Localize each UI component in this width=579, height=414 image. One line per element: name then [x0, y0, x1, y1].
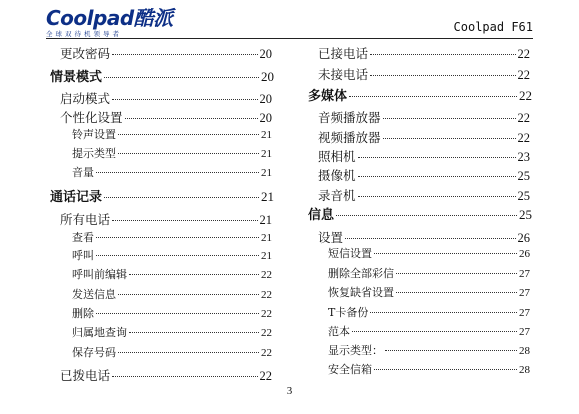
toc-entry-title: 归属地查询: [72, 326, 127, 339]
dot-leader: [396, 292, 517, 293]
toc-entry-title: 发送信息: [72, 288, 116, 301]
toc-entry-page: 25: [517, 189, 530, 203]
dot-leader: [96, 255, 259, 256]
dot-leader: [125, 118, 258, 119]
toc-entry-title: 更改密码: [60, 46, 111, 61]
toc-entry-page: 28: [519, 364, 530, 376]
toc-entry: [50, 229, 272, 245]
toc-entry-page: 21: [259, 213, 272, 227]
toc-entry-page: 21: [261, 129, 272, 141]
logo-wordmark: Coolpad酷派: [46, 6, 173, 30]
toc-entry-title: 短信设置: [328, 247, 372, 260]
toc-entry-page: 22: [517, 68, 530, 82]
toc-entry: [50, 247, 272, 263]
toc-entry: [308, 204, 532, 223]
toc-entry: [308, 65, 530, 83]
toc-entry: [308, 323, 530, 339]
toc-entry-page: 26: [519, 248, 530, 260]
dot-leader: [374, 369, 517, 370]
toc-entry-title: 音量: [72, 166, 94, 179]
toc-entry-page: 22: [259, 369, 272, 383]
dot-leader: [96, 313, 259, 314]
toc-entry-title: 设置: [318, 230, 344, 245]
dot-leader: [118, 153, 259, 154]
toc-entry-title: 个性化设置: [60, 110, 123, 125]
dot-leader: [345, 238, 515, 239]
toc-entry-title: 启动模式: [60, 91, 111, 106]
toc-entry-page: 28: [519, 345, 530, 357]
toc-entry: [308, 85, 532, 104]
toc-entry-title: 音频播放器: [318, 110, 381, 125]
toc-entry: [308, 108, 530, 126]
dot-leader: [129, 274, 259, 275]
toc-entry-page: 25: [519, 207, 532, 222]
toc-entry: [50, 89, 272, 107]
toc-entry-title: 删除全部彩信: [328, 267, 394, 280]
toc-entry-page: 20: [259, 92, 272, 106]
toc-entry: [308, 284, 530, 300]
model-name: Coolpad F61: [453, 20, 533, 34]
toc-entry-page: 27: [519, 287, 530, 299]
toc-entry-title: 情景模式: [50, 70, 103, 85]
toc-entry-page: 22: [517, 111, 530, 125]
dot-leader: [118, 294, 259, 295]
toc-entry: [50, 126, 272, 142]
toc-entry-page: 26: [517, 231, 530, 245]
toc-entry-title: 呼叫前编辑: [72, 268, 127, 281]
toc-entry-title: 铃声设置: [72, 128, 116, 141]
logo-tagline: 全球双待机领导者: [46, 30, 122, 38]
dot-leader: [104, 197, 259, 198]
toc-entry-page: 22: [261, 308, 272, 320]
toc-entry: [50, 266, 272, 282]
dot-leader: [352, 331, 517, 332]
toc-entry-page: 23: [517, 150, 530, 164]
dot-leader: [383, 118, 516, 119]
toc-entry: [50, 108, 272, 126]
toc-entry: [50, 164, 272, 180]
toc-entry-page: 22: [261, 327, 272, 339]
toc-entry-title: 安全信箱: [328, 363, 372, 376]
toc-entry: [50, 366, 272, 384]
dot-leader: [370, 75, 515, 76]
toc-entry: [308, 361, 530, 377]
dot-leader: [383, 138, 516, 139]
toc-entry: [308, 147, 530, 165]
dot-leader: [374, 253, 517, 254]
toc-entry-page: 21: [261, 250, 272, 262]
toc-entry: [50, 210, 272, 228]
dot-leader: [96, 172, 259, 173]
dot-leader: [358, 176, 516, 177]
toc-entry-title: 已接电话: [318, 46, 369, 61]
toc-entry-title: T卡备份: [328, 306, 369, 319]
toc-entry-title: 通话记录: [50, 190, 103, 205]
toc-entry-title: 信息: [308, 208, 335, 223]
toc-entry-page: 20: [261, 69, 274, 84]
toc-entry: [50, 44, 272, 62]
dot-leader: [336, 215, 517, 216]
toc-entry-title: 多媒体: [308, 89, 348, 104]
toc-entry-title: 录音机: [318, 188, 356, 203]
toc-entry: [50, 145, 272, 161]
dot-leader: [396, 273, 517, 274]
toc-entry: [50, 344, 272, 360]
toc-entry: [308, 128, 530, 146]
dot-leader: [112, 99, 257, 100]
toc-entry: [308, 186, 530, 204]
dot-leader: [118, 134, 259, 135]
dot-leader: [118, 352, 259, 353]
toc-entry-title: 显示类型：: [328, 344, 383, 357]
dot-leader: [112, 376, 257, 377]
toc-entry-page: 27: [519, 326, 530, 338]
page-header: [0, 0, 579, 40]
toc-entry: [50, 305, 272, 321]
toc-entry: [308, 44, 530, 62]
toc-entry-title: 照相机: [318, 149, 356, 164]
brand-logo: [46, 6, 173, 38]
toc-entry: [308, 245, 530, 261]
toc-entry-page: 21: [261, 189, 274, 204]
toc-entry-title: 删除: [72, 307, 94, 320]
dot-leader: [358, 157, 516, 158]
toc-entry-page: 22: [261, 347, 272, 359]
toc-entry-title: 提示类型: [72, 147, 116, 160]
toc-entry-title: 呼叫: [72, 249, 94, 262]
toc-entry-title: 保存号码: [72, 346, 116, 359]
toc-entry-page: 27: [519, 307, 530, 319]
toc-entry-title: 所有电话: [60, 212, 111, 227]
toc-entry: [308, 228, 530, 246]
toc-entry-page: 22: [261, 269, 272, 281]
toc-entry-page: 25: [517, 169, 530, 183]
toc-entry-page: 20: [259, 111, 272, 125]
toc-entry-title: 恢复缺省设置: [328, 286, 394, 299]
toc-entry: [308, 342, 530, 358]
toc-entry: [308, 265, 530, 281]
toc-entry-page: 22: [519, 88, 532, 103]
dot-leader: [370, 312, 517, 313]
toc-entry-page: 21: [261, 148, 272, 160]
toc-entry-page: 27: [519, 268, 530, 280]
toc-entry: [50, 286, 272, 302]
toc-entry-page: 22: [517, 47, 530, 61]
header-divider: [46, 38, 533, 39]
dot-leader: [112, 54, 257, 55]
toc-entry-title: 未接电话: [318, 67, 369, 82]
dot-leader: [370, 54, 515, 55]
toc-entry-page: 20: [259, 47, 272, 61]
dot-leader: [349, 96, 517, 97]
toc-entry-page: 22: [261, 289, 272, 301]
dot-leader: [104, 77, 259, 78]
toc-entry: [50, 324, 272, 340]
toc-entry-title: 范本: [328, 325, 350, 338]
toc-entry: [50, 66, 274, 85]
toc-entry-page: 21: [261, 232, 272, 244]
toc-entry-title: 视频播放器: [318, 130, 381, 145]
dot-leader: [112, 220, 257, 221]
toc-entry-page: 22: [517, 131, 530, 145]
dot-leader: [385, 350, 517, 351]
toc-entry-title: 查看: [72, 231, 94, 244]
toc-entry: [308, 304, 530, 320]
toc-entry: [50, 186, 274, 205]
toc-entry-title: 摄像机: [318, 168, 356, 183]
toc-entry-page: 21: [261, 167, 272, 179]
toc-entry: [308, 166, 530, 184]
dot-leader: [96, 237, 259, 238]
toc-entry-title: 已拨电话: [60, 368, 111, 383]
dot-leader: [129, 332, 259, 333]
dot-leader: [358, 196, 516, 197]
page-number: 3: [286, 385, 293, 397]
